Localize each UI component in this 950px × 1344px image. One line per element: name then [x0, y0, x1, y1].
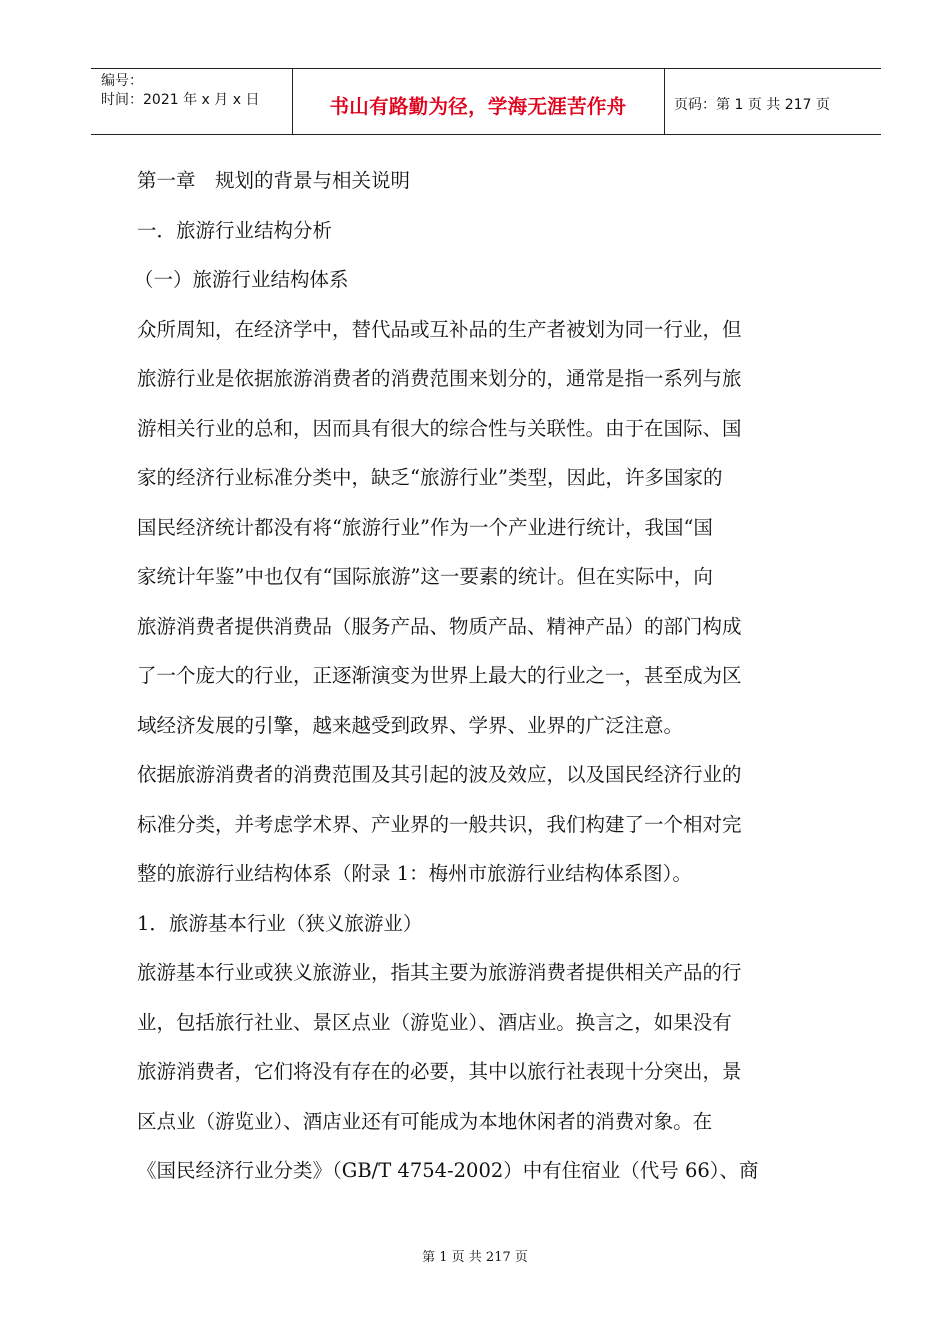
header-motto: 书山有路勤为径，学海无涯苦作舟: [329, 95, 627, 118]
paragraph-line: 国民经济统计都没有将“旅游行业”作为一个产业进行统计，我国“国: [137, 516, 713, 539]
paragraph-line: 域经济发展的引擎，越来越受到政界、学界、业界的广泛注意。: [137, 714, 684, 737]
subsection-heading: （一）旅游行业结构体系: [134, 268, 349, 291]
paragraph-line: 众所周知，在经济学中，替代品或互补品的生产者被划为同一行业，但: [137, 318, 742, 341]
paragraph-line: 了一个庞大的行业，正逐渐演变为世界上最大的行业之一，甚至成为区: [137, 664, 742, 687]
paragraph-line: 区点业（游览业）、酒店业还有可能成为本地休闲者的消费对象。在: [137, 1110, 713, 1133]
paragraph-line: 旅游行业是依据旅游消费者的消费范围来划分的，通常是指一系列与旅: [137, 367, 742, 390]
paragraph-line: 家统计年鉴”中也仅有“国际旅游”这一要素的统计。但在实际中，向: [137, 565, 713, 588]
page-footer: 第 1 页 共 217 页: [422, 1250, 528, 1265]
paragraph-line: 旅游消费者，它们将没有存在的必要，其中以旅行社表现十分突出，景: [137, 1060, 742, 1083]
paragraph-line: 家的经济行业标准分类中，缺乏“旅游行业”类型，因此，许多国家的: [137, 466, 723, 489]
paragraph-line: 旅游基本行业或狭义旅游业，指其主要为旅游消费者提供相关产品的行: [137, 961, 742, 984]
paragraph-line: 业，包括旅行社业、景区点业（游览业）、酒店业。换言之，如果没有: [137, 1011, 732, 1034]
paragraph-line: 标准分类，并考虑学术界、产业界的一般共识，我们构建了一个相对完: [137, 813, 742, 836]
paragraph-line: 整的旅游行业结构体系（附录 1：梅州市旅游行业结构体系图）。: [137, 862, 692, 885]
section-heading: 一．旅游行业结构分析: [137, 219, 333, 242]
paragraph-line: 依据旅游消费者的消费范围及其引起的波及效应，以及国民经济行业的: [137, 763, 742, 786]
paragraph-line: 游相关行业的总和，因而具有很大的综合性与关联性。由于在国际、国: [137, 417, 742, 440]
header-table: [91, 68, 881, 135]
paragraph-line: 《国民经济行业分类》（GB/T 4754-2002）中有住宿业（代号 66）、商: [137, 1159, 759, 1182]
serial-number-label: 编号：: [101, 73, 143, 89]
header-page-info: 页码：第 1 页 共 217 页: [674, 97, 830, 113]
paragraph-line: 旅游消费者提供消费品（服务产品、物质产品、精神产品）的部门构成: [137, 615, 742, 638]
header-meta: [101, 72, 259, 110]
chapter-title: 第一章 规划的背景与相关说明: [137, 169, 411, 192]
header-divider: [664, 69, 665, 134]
date-label: 时间：2021 年 x 月 x 日: [101, 92, 260, 108]
numbered-heading: 1．旅游基本行业（狭义旅游业）: [137, 912, 423, 935]
